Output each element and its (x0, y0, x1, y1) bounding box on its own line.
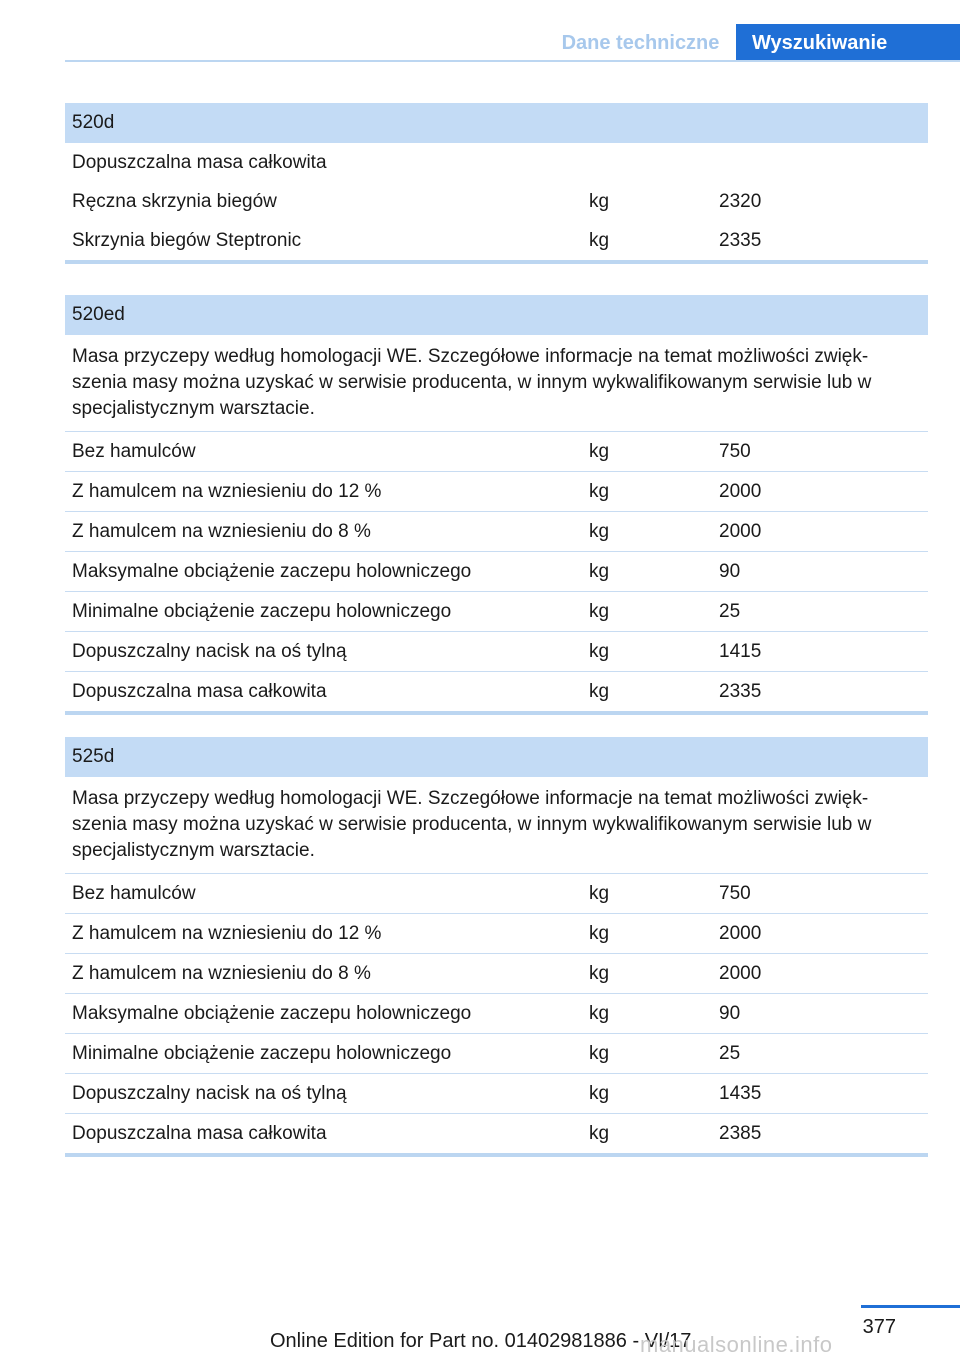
block-title: 520d (65, 103, 928, 143)
row-label: Dopuszczalna masa całkowita (72, 1123, 327, 1144)
row-value: 2320 (719, 191, 762, 212)
row-label: Dopuszczalny nacisk na oś tylną (72, 1083, 347, 1104)
row-unit: kg (589, 230, 610, 251)
spec-block-525d (65, 737, 928, 1157)
row-unit: kg (589, 481, 610, 502)
table-row (65, 994, 928, 1034)
tab-wyszukiwanie[interactable]: Wyszukiwanie (736, 24, 960, 62)
row-unit: kg (589, 1083, 610, 1104)
subtitle-text: Dopuszczalna masa całkowita (72, 152, 327, 173)
row-label: Z hamulcem na wzniesieniu do 8 % (72, 521, 371, 542)
table-row (65, 632, 928, 672)
row-unit: kg (589, 1123, 610, 1144)
block-divider (65, 711, 928, 715)
row-value: 2000 (719, 521, 762, 542)
row-value: 750 (719, 883, 751, 904)
row-label: Ręczna skrzynia biegów (72, 191, 277, 212)
row-value: 90 (719, 1003, 741, 1024)
table-row (65, 672, 928, 711)
row-label: Z hamulcem na wzniesieniu do 8 % (72, 963, 371, 984)
table-row (65, 552, 928, 592)
table-row (65, 472, 928, 512)
table-row (65, 592, 928, 632)
row-value: 1435 (719, 1083, 762, 1104)
row-label: Minimalne obciążenie zaczepu holowniczego (72, 601, 452, 622)
page-header (0, 0, 960, 64)
table-row (65, 1114, 928, 1153)
row-unit: kg (589, 883, 610, 904)
row-label: Skrzynia biegów Steptronic (72, 230, 302, 251)
row-label: Dopuszczalna masa całkowita (72, 681, 327, 702)
row-label: Z hamulcem na wzniesieniu do 12 % (72, 923, 382, 944)
row-label: Bez hamulców (72, 883, 196, 904)
block-title: 525d (65, 737, 928, 777)
watermark: manualsonline.info (640, 1332, 833, 1357)
row-label: Minimalne obciążenie zaczepu holowniczego (72, 1043, 452, 1064)
row-unit: kg (589, 681, 610, 702)
block-divider (65, 1153, 928, 1157)
header-divider (65, 60, 960, 62)
row-unit: kg (589, 923, 610, 944)
tab-dane-techniczne[interactable]: Dane techniczne (561, 32, 720, 54)
row-unit: kg (589, 561, 610, 582)
row-value: 2335 (719, 681, 762, 702)
row-value: 25 (719, 601, 741, 622)
table-row (65, 432, 928, 472)
row-unit: kg (589, 441, 610, 462)
row-label: Maksymalne obciążenie zaczepu holowniczego (72, 561, 472, 582)
row-value: 2385 (719, 1123, 762, 1144)
footer-accent-line (861, 1305, 960, 1308)
page-number: 377 (862, 1316, 896, 1338)
row-label: Dopuszczalny nacisk na oś tylną (72, 641, 347, 662)
row-value: 2335 (719, 230, 762, 251)
row-value: 2000 (719, 481, 762, 502)
table-row (65, 512, 928, 552)
block-note: Masa przyczepy według homologacji WE. Szczegółowe informacje na temat możliwości zwięk-szenia masy można uzyskać w serwisie producenta, w innym wykwalifikowanym serwisie lub w specjalistycznym warsztacie. (65, 777, 928, 874)
row-unit: kg (589, 601, 610, 622)
block-title: 520ed (65, 295, 928, 335)
row-value: 2000 (719, 923, 762, 944)
row-label: Z hamulcem na wzniesieniu do 12 % (72, 481, 382, 502)
block-note: Masa przyczepy według homologacji WE. Szczegółowe informacje na temat możliwości zwięk-szenia masy można uzyskać w serwisie producenta, w innym wykwalifikowanym serwisie lub w specjalistycznym warsztacie. (65, 335, 928, 432)
table-row (65, 954, 928, 994)
row-value: 25 (719, 1043, 741, 1064)
spec-block-520ed (65, 295, 928, 715)
row-value: 750 (719, 441, 751, 462)
row-value: 1415 (719, 641, 762, 662)
row-value: 90 (719, 561, 741, 582)
edition-note: Online Edition for Part no. 01402981886 - VI/17 (270, 1330, 692, 1352)
spec-block-520d (65, 103, 928, 264)
row-unit: kg (589, 1003, 610, 1024)
table-row (65, 1074, 928, 1114)
block-divider (65, 260, 928, 264)
table-row (65, 1034, 928, 1074)
row-value: 2000 (719, 963, 762, 984)
row-unit: kg (589, 641, 610, 662)
row-unit: kg (589, 963, 610, 984)
row-unit: kg (589, 191, 610, 212)
row-label: Bez hamulców (72, 441, 196, 462)
row-label: Maksymalne obciążenie zaczepu holowniczego (72, 1003, 472, 1024)
row-unit: kg (589, 521, 610, 542)
row-unit: kg (589, 1043, 610, 1064)
table-row (65, 874, 928, 914)
table-row (65, 914, 928, 954)
block-subtitle (65, 143, 928, 182)
table-row (65, 182, 928, 221)
table-row (65, 221, 928, 260)
